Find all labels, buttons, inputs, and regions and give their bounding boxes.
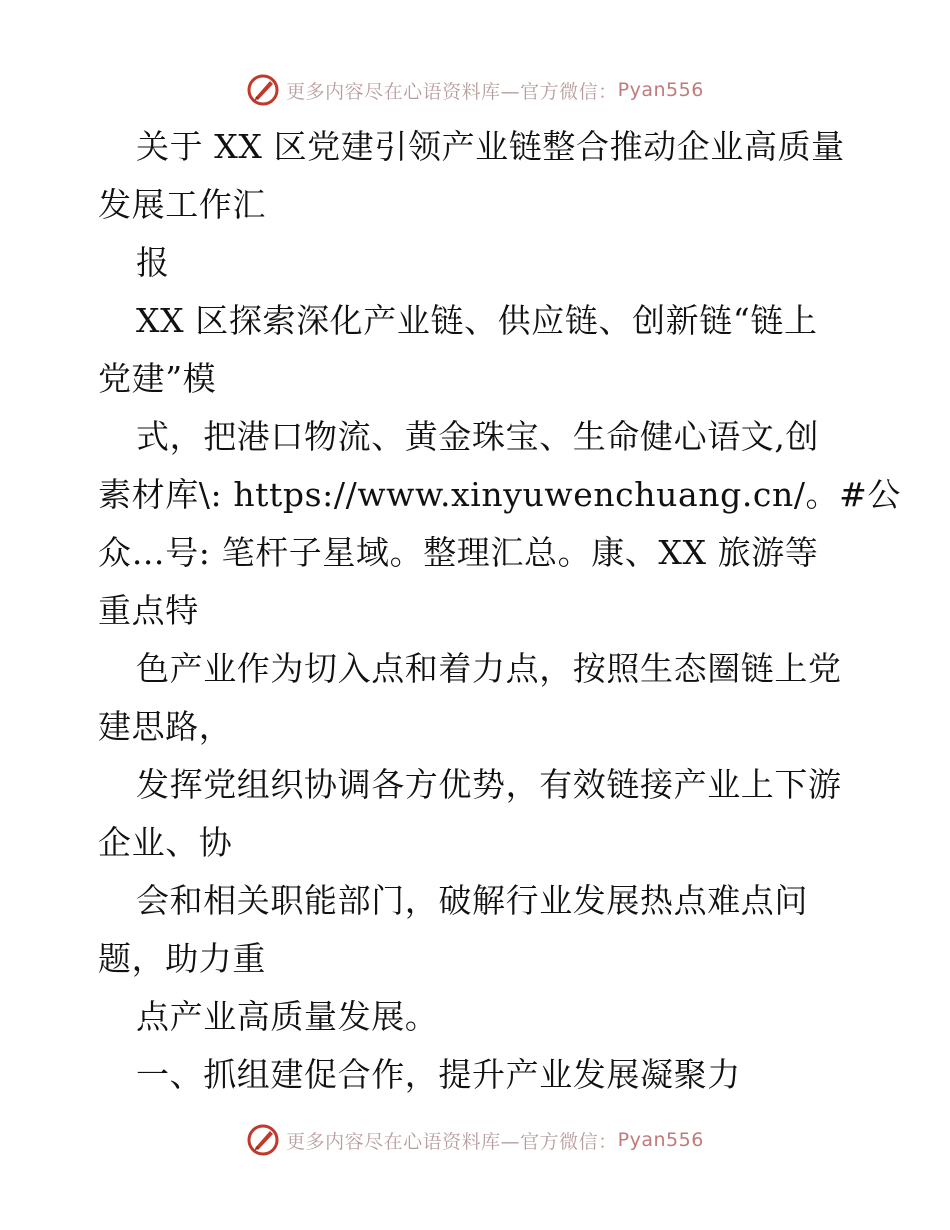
watermark-text: 更多内容尽在心语资料库—官方微信：	[286, 80, 618, 103]
watermark-wechat: Pyan556	[617, 1129, 704, 1151]
text-line: 党建”模	[98, 359, 217, 398]
watermark-text: 更多内容尽在心语资料库—官方微信：	[286, 1130, 618, 1153]
footer-watermark	[0, 1118, 950, 1162]
text-line: 建思路，	[98, 707, 233, 746]
quill-logo-icon	[246, 1123, 280, 1157]
text-line: 题，助力重	[98, 939, 266, 978]
text-line: 报	[136, 243, 170, 282]
quill-logo-icon	[246, 73, 280, 107]
text-line: 点产业高质量发展。	[136, 997, 439, 1036]
watermark-wechat: Pyan556	[617, 79, 704, 101]
text-line: 一、抓组建促合作，提升产业发展凝聚力	[136, 1055, 741, 1094]
header-watermark	[0, 68, 950, 112]
text-line: 式，把港口物流、黄金珠宝、生命健心语文,创	[136, 417, 820, 456]
document-body	[98, 118, 902, 1104]
text-line: 发展工作汇	[98, 185, 266, 224]
text-line: 素材库\: https://www.xinyuwenchuang.cn/。#公	[98, 475, 902, 514]
text-line: 重点特	[98, 591, 199, 630]
text-line: 色产业作为切入点和着力点，按照生态圈链上党	[136, 649, 842, 688]
text-line: 企业、协	[98, 823, 233, 862]
text-line: 众…号: 笔杆子星域。整理汇总。康、XX 旅游等	[98, 533, 819, 572]
text-line: 会和相关职能部门，破解行业发展热点难点问	[136, 881, 808, 920]
text-line: XX 区探索深化产业链、供应链、创新链“链上	[136, 301, 818, 340]
text-line: 关于 XX 区党建引领产业链整合推动企业高质量	[136, 127, 845, 166]
text-line: 发挥党组织协调各方优势，有效链接产业上下游	[136, 765, 842, 804]
